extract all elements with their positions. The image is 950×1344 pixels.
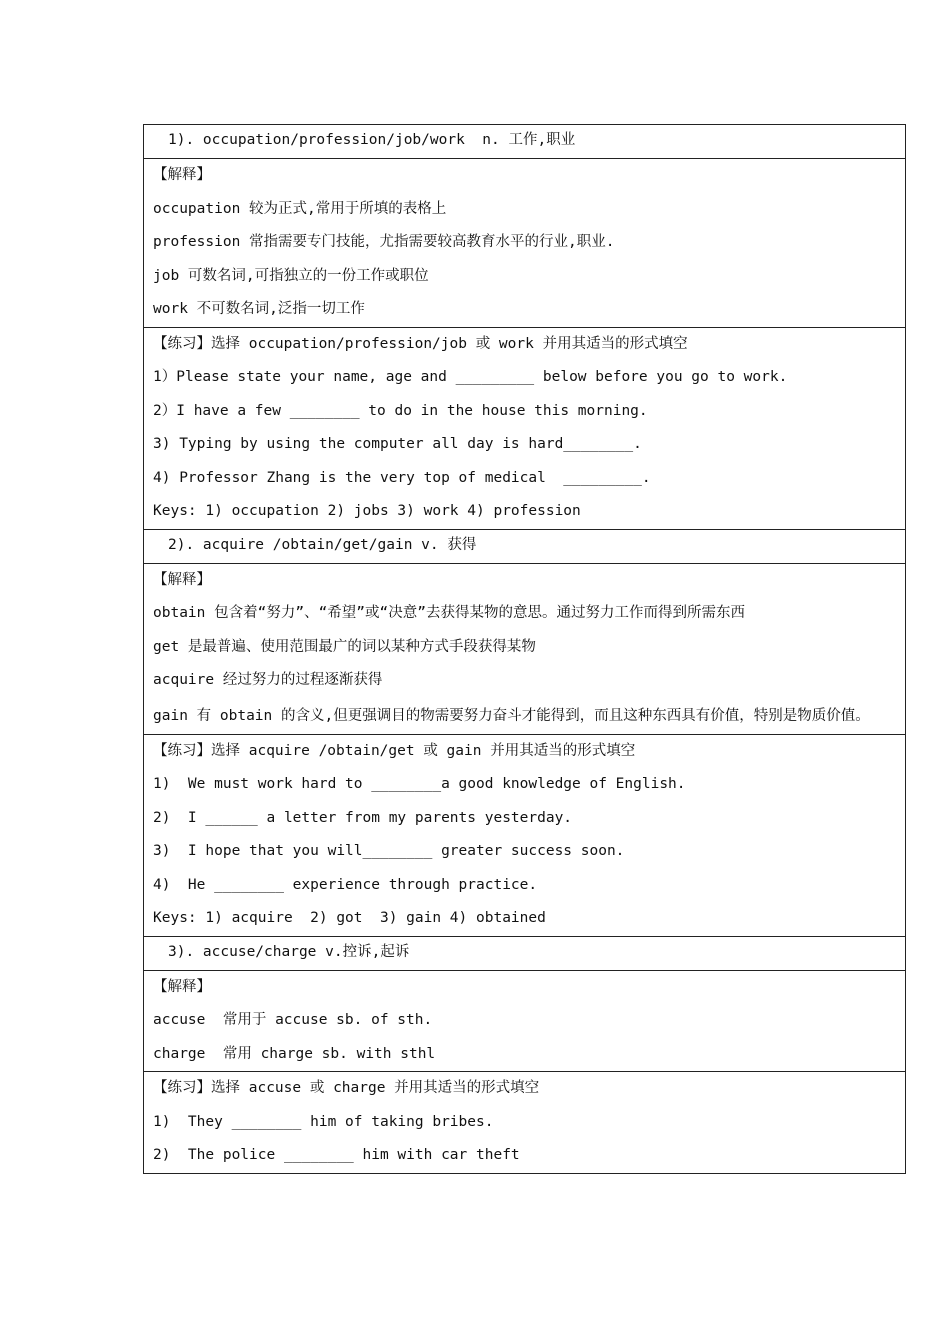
section-2-heading: 2). acquire /obtain/get/gain v. 获得 <box>168 536 477 553</box>
section-2-explanation-row <box>144 564 905 735</box>
answer-keys: Keys: 1) occupation 2) jobs 3) work 4) profession <box>153 503 581 519</box>
section-1-heading: 1). occupation/profession/job/work n. 工作,职业 <box>168 132 576 148</box>
section-2-heading-row <box>144 530 905 564</box>
exercise-title: 【练习】选择 occupation/profession/job 或 work 并用其适当的形式填空 <box>153 335 688 352</box>
exercise-item: 1) They ________ him of taking bribes. <box>153 1113 494 1130</box>
explain-line: profession 常指需要专门技能，尤指需要较高教育水平的行业,职业. <box>153 234 615 250</box>
explain-line: occupation 较为正式,常用于所填的表格上 <box>153 200 447 217</box>
section-2-exercise-row <box>144 735 905 937</box>
explain-line: acquire 经过努力的过程逐渐获得 <box>153 672 383 688</box>
section-3-explanation-row <box>144 971 905 1073</box>
exercise-item: 1）Please state your name, age and _________ below before you go to work. <box>153 369 788 385</box>
vocabulary-table <box>143 124 906 1174</box>
explain-title: 【解释】 <box>153 978 211 995</box>
exercise-item: 4) Professor Zhang is the very top of medical _________. <box>153 469 651 486</box>
exercise-item: 3) I hope that you will________ greater success soon. <box>153 843 625 859</box>
exercise-item: 2) The police ________ him with car theft <box>153 1147 520 1163</box>
section-1-exercise-row <box>144 328 905 530</box>
section-3-exercise-row <box>144 1072 905 1174</box>
explain-line: work 不可数名词,泛指一切工作 <box>153 301 365 317</box>
explain-line: obtain 包含着“努力”、“希望”或“决意”去获得某物的意思。通过努力工作而得到所需东西 <box>153 605 745 621</box>
explain-line: accuse 常用于 accuse sb. of sth. <box>153 1012 433 1028</box>
exercise-item: 2) I ______ a letter from my parents yesterday. <box>153 809 573 826</box>
exercise-title: 【练习】选择 accuse 或 charge 并用其适当的形式填空 <box>153 1080 540 1096</box>
explain-line: get 是最普遍、使用范围最广的词以某种方式手段获得某物 <box>153 638 536 655</box>
exercise-title: 【练习】选择 acquire /obtain/get 或 gain 并用其适当的形式填空 <box>153 742 636 759</box>
answer-keys: Keys: 1) acquire 2) got 3) gain 4) obtained <box>153 910 546 926</box>
exercise-item: 3) Typing by using the computer all day is hard________. <box>153 436 642 452</box>
explain-line: charge 常用 charge sb. with sthl <box>153 1045 436 1062</box>
explain-title: 【解释】 <box>153 167 211 183</box>
explain-title: 【解释】 <box>153 571 211 588</box>
exercise-item: 1) We must work hard to ________a good knowledge of English. <box>153 776 686 792</box>
explain-line: gain 有 obtain 的含义,但更强调目的物需要努力奋斗才能得到，而且这种东西具有价值，特别是物质价值。 <box>153 707 870 724</box>
explain-line: job 可数名词,可指独立的一份工作或职位 <box>153 267 429 284</box>
section-1-explanation-row <box>144 159 905 328</box>
section-3-heading-row <box>144 937 905 971</box>
exercise-item: 2）I have a few ________ to do in the house this morning. <box>153 402 648 419</box>
section-1-heading-row <box>144 125 905 159</box>
section-3-heading: 3). accuse/charge v.控诉,起诉 <box>168 943 410 960</box>
exercise-item: 4) He ________ experience through practice. <box>153 876 538 893</box>
